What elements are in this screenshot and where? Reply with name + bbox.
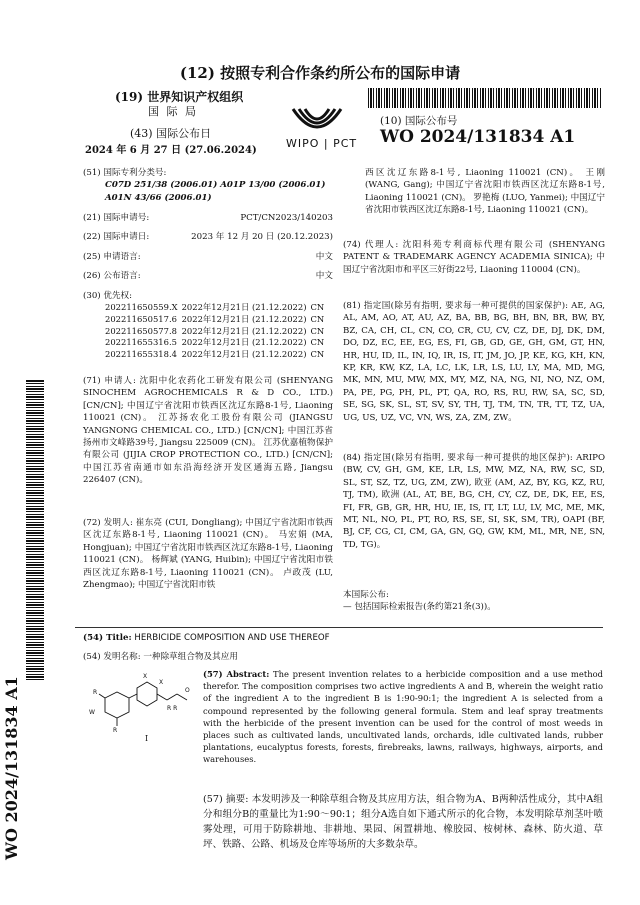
inventor-section <box>83 517 333 591</box>
priority-country: CN <box>310 302 325 313</box>
priority-section <box>83 290 333 360</box>
priority-number: 202211650559.X <box>105 302 178 313</box>
chinese-title: 一种除草组合物及其应用 <box>143 652 238 662</box>
filing-language-row <box>83 251 333 263</box>
publication-date: 2024 年 6 月 27 日 (27.06.2024) <box>85 145 257 156</box>
ipc-line-1: C07D 251/38 (2006.01) A01P 13/00 (2006.01) <box>105 180 326 191</box>
abstract-chinese-label: (57) 摘要: <box>203 794 249 805</box>
inventor-continued: 西区沈辽东路8-1号, Liaoning 110021 (CN)。 王刚 (WANG, Gang); 中国辽宁省沈阳市铁西区沈辽东路8-1号, Liaoning 110021 (CN)。 罗艳梅 (LUO, Yanmei); 中国辽宁省沈阳市铁西区沈辽东路8-1号, Liaoning 110021 (CN)。 <box>365 168 605 216</box>
svg-text:R: R <box>113 727 118 734</box>
priority-number: 202211650517.6 <box>105 314 177 324</box>
side-publication-number: WO 2024/131834 A1 <box>2 676 21 860</box>
publication-language-row <box>83 270 333 282</box>
priority-number: 202211655318.4 <box>105 348 177 359</box>
header-barcode <box>368 88 602 108</box>
priority-country: CN <box>310 337 325 348</box>
svg-text:X: X <box>143 673 148 680</box>
svg-text:W: W <box>89 709 95 716</box>
published-label: 本国际公布: <box>343 590 389 600</box>
filing-date: 2023 年 12 月 20 日 (20.12.2023) <box>191 232 333 242</box>
filing-date-row <box>83 231 333 243</box>
abstract-english-label: (57) Abstract: <box>203 669 270 679</box>
filing-language: 中文 <box>315 252 333 262</box>
abstract-english-text: The present invention relates to a herbicide composition and a use method therefor. The composition comprises two active ingredients A and B, wherein the weight ratio of the ingredient A to the ingredient B is 1:90-90:1; the ingredient A is selected from a compound represented by the following general formula. Stem and leaf spray treatments with the herbicide of the present invention can be used for the control of most weeds in places such as cultivated lands, uncultivated lands, orchards, idle cultivated lands, rubber plantations, eucalyptus forests, forests, firebreaks, lawns, railways, highways, airports, and warehouses. <box>203 669 603 765</box>
organization-subtitle: 国 际 局 <box>148 105 198 118</box>
priority-date: 2022年12月21日 (21.12.2022) <box>181 337 307 348</box>
wipo-pct-logo: WIPO | PCT <box>286 137 358 150</box>
states81-text: AE, AG, AL, AM, AO, AT, AU, AZ, BA, BB, BG, BH, BN, BR, BW, BY, BZ, CA, CH, CL, CN, CO, CR, CU, CV, CZ, DE, DJ, DK, DM, DO, DZ, EC, EE, EG, ES, FI, GB, GD, GE, GH, GM, GT, HN, HR, HU, ID, IL, IN, IQ, IR, IS, IT, JM, JO, JP, KE, KG, KH, KN, KP, KR, KW, KZ, LA, LC, LK, LR, LS, LU, LY, MA, MD, MG, MK, MN, MU, MW, MX, MY, MZ, NA, NG, NI, NO, NZ, OM, PA, PE, PG, PH, PL, PT, QA, RO, RS, RU, RW, SA, SC, SD, SE, SG, SK, SL, ST, SV, SY, TH, TJ, TM, TN, TR, TT, TZ, UA, UG, US, UZ, VC, VN, WS, ZA, ZM, ZW。 <box>343 301 605 423</box>
priority-table <box>105 302 328 360</box>
agent-label: (74) 代理人: <box>343 240 399 250</box>
publication-number: WO 2024/131834 A1 <box>380 127 576 147</box>
organization-code: (19) <box>115 90 144 104</box>
agent-text: 沈阳科苑专利商标代理有限公司 (SHENYANG PATENT & TRADEMARK AGENCY ACADEMIA SINICA); 中国辽宁省沈阳市和平区三好街22号, Liaoning 110004 (CN)。 <box>343 240 606 275</box>
priority-date: 2022年12月21日 (21.12.2022) <box>181 302 307 313</box>
chinese-title-label: (54) 发明名称: <box>83 652 141 662</box>
application-number-label: (21) 国际申请号: <box>83 213 150 223</box>
applicant-section <box>83 375 333 487</box>
designated-states-national <box>343 300 605 424</box>
svg-text:X: X <box>159 679 164 686</box>
svg-text:R: R <box>93 689 98 696</box>
ipc-label: (51) 国际专利分类号: <box>83 168 167 178</box>
svg-text:R R: R R <box>167 705 178 712</box>
published-item: — 包括国际检索报告(条约第21条(3))。 <box>343 602 496 613</box>
priority-row <box>105 337 328 349</box>
abstract-english <box>203 668 603 766</box>
priority-row <box>105 326 328 338</box>
application-number-row <box>83 212 333 224</box>
designated-states-regional <box>343 452 605 551</box>
ipc-section <box>83 167 333 204</box>
filing-language-label: (25) 申请语言: <box>83 252 141 262</box>
states84-text: ARIPO (BW, CV, GH, GM, KE, LR, LS, MW, MZ, NA, RW, SC, SD, SL, ST, SZ, TZ, UG, ZM, ZW), 欧亚 (AM, AZ, BY, KG, KZ, RU, TJ, TM), 欧洲 (AL, AT, BE, BG, CH, CY, CZ, DE, DK, EE, ES, FI, FR, GB, GR, HR, HU, IE, IS, IT, LT, LU, LV, MC, ME, MK, MT, NL, NO, PL, PT, RO, RS, SE, SI, SK, SM, TR), OAPI (BF, BJ, CF, CG, CI, CM, GA, GN, GQ, GW, KM, ML, MR, NE, SN, TD, TG)。 <box>343 453 605 550</box>
organization-name-text: 世界知识产权组织 <box>147 90 244 104</box>
inventor-text: 崔东亮 (CUI, Dongliang); 中国辽宁省沈阳市铁西区沈辽东路8-1号, Liaoning 110021 (CN)。 马宏娟 (MA, Hongjuan); 中国辽宁省沈阳市铁西区沈辽东路8-1号, Liaoning 110021 (CN)。 杨辉斌 (YANG, Huibin); 中国辽宁省沈阳市铁西区沈辽东路8-1号, Liaoning 110021 (CN)。 卢政茂 (LU, Zhengmao); 中国辽宁省沈阳市铁 <box>83 518 334 591</box>
priority-number: 202211655316.5 <box>105 337 177 348</box>
publication-language: 中文 <box>315 271 333 281</box>
publication-notes <box>343 589 605 614</box>
application-number: PCT/CN2023/140203 <box>240 213 333 223</box>
divider <box>75 627 603 628</box>
chemical-structure-figure <box>85 668 197 748</box>
priority-row <box>105 349 328 361</box>
priority-row <box>105 302 328 314</box>
priority-number: 202211650577.8 <box>105 325 177 336</box>
publication-language-label: (26) 公布语言: <box>83 271 141 281</box>
english-title: HERBICIDE COMPOSITION AND USE THEREOF <box>134 633 330 643</box>
priority-row <box>105 314 328 326</box>
states84-label: (84) 指定国(除另有指明, 要求每一种可提供的地区保护): <box>343 453 573 463</box>
agent-section <box>343 239 605 276</box>
abstract-chinese-text: 本发明涉及一种除草组合物及其应用方法，组合物为A、B两种活性成分，其中A组分和组分B的重量比为1:90～90:1；组分A选自如下通式所示的化合物，本发明除草剂茎叶喷雾处理，可用于防除耕地、非耕地、果园、闲置耕地、橡胶园、桉树林、森林、防火道、草坪、铁路、公路、机场及仓库等场所的大多数杂草。 <box>203 794 603 850</box>
priority-country: CN <box>310 348 325 359</box>
formula-label: I <box>145 734 149 743</box>
filing-date-label: (22) 国际申请日: <box>83 232 150 242</box>
priority-label: (30) 优先权: <box>83 291 133 301</box>
states81-label: (81) 指定国(除另有指明, 要求每一种可提供的国家保护): <box>343 301 569 311</box>
priority-country: CN <box>310 325 325 336</box>
document-type-heading: (12) 按照专利合作条约所公布的国际申请 <box>179 64 461 82</box>
english-title-label: (54) Title: <box>83 633 132 643</box>
priority-date: 2022年12月21日 (21.12.2022) <box>181 348 307 359</box>
publication-date-label: (43) 国际公布日 <box>130 127 212 140</box>
chinese-title-row <box>83 651 603 663</box>
applicant-label: (71) 申请人: <box>83 376 136 386</box>
side-barcode <box>26 380 44 680</box>
priority-country: CN <box>310 314 325 324</box>
abstract-chinese <box>203 792 603 852</box>
applicant-text: 沈阳中化农药化工研发有限公司 (SHENYANG SINOCHEM AGROCHEMICALS R & D CO., LTD.) [CN/CN]; 中国辽宁省沈阳市铁西区沈辽东路8-1号, Liaoning 110021 (CN)。 江苏扬农化工股份有限公司 (JIANGSU YANGNONG CHEMICAL CO., LTD.) [CN/CN]; 中国江苏省扬州市文峰路39号, Jiangsu 225009 (CN)。 江苏优嘉植物保护有限公司 (JIJIA CROP PROTECTION CO., LTD.) [CN/CN]; 中国江苏省南通市如东沿海经济开发区通海五路, Jiangsu 226407 (CN)。 <box>83 376 333 486</box>
priority-date: 2022年12月21日 (21.12.2022) <box>181 325 307 336</box>
svg-text:O: O <box>185 687 190 694</box>
ipc-line-2: A01N 43/66 (2006.01) <box>105 192 212 203</box>
publication-number-label: (10) 国际公布号 <box>380 115 458 127</box>
inventor-label: (72) 发明人: <box>83 518 133 528</box>
english-title-row <box>83 632 603 644</box>
priority-date: 2022年12月21日 (21.12.2022) <box>181 314 307 324</box>
